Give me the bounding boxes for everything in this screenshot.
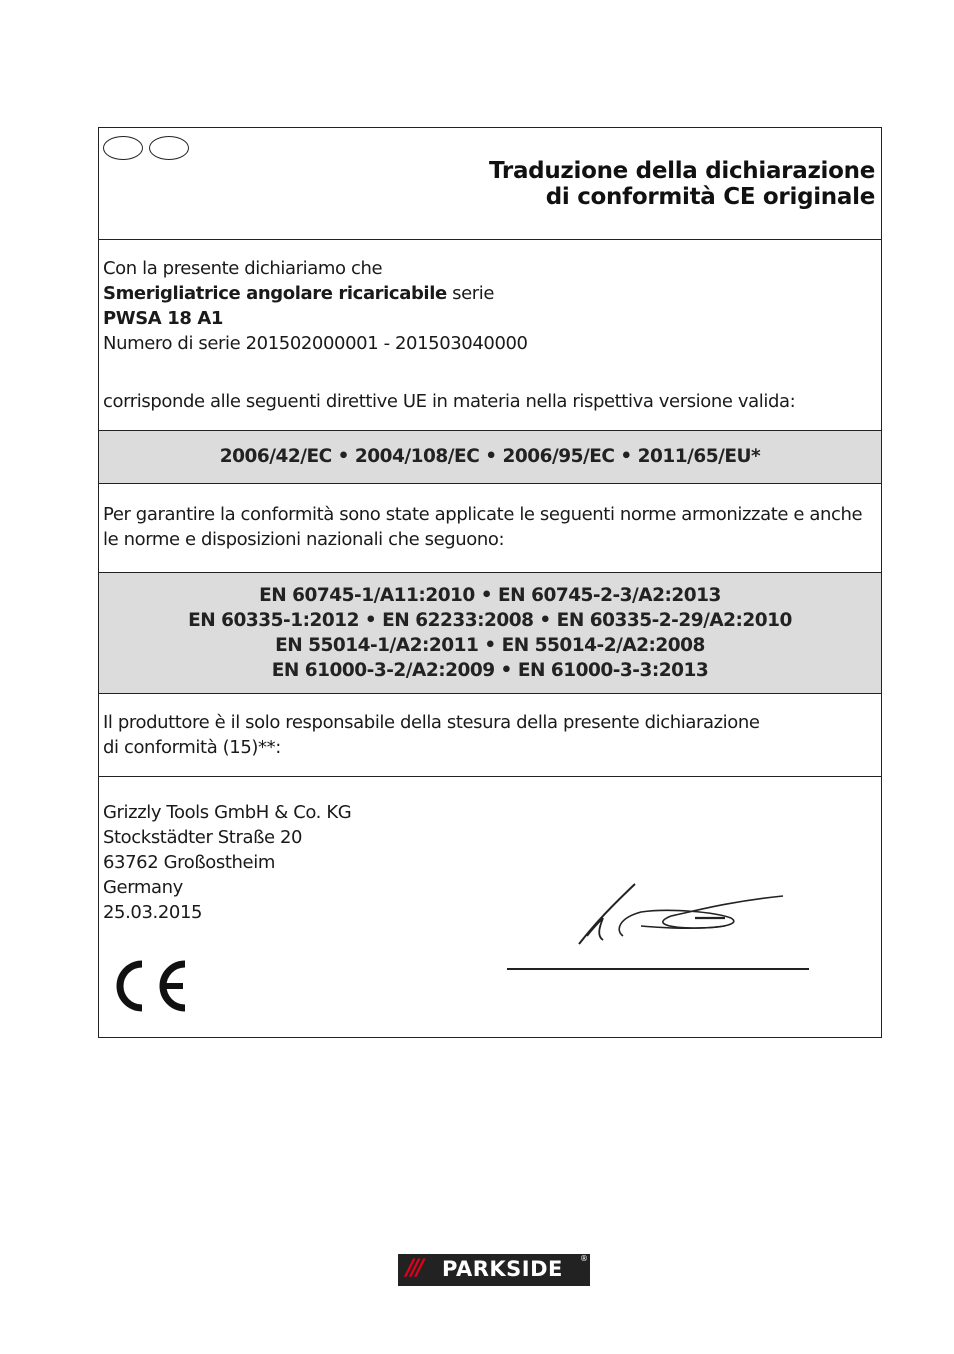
norms-intro-line-1: Per garantire la conformità sono state applicate le seguenti norme armonizzate e anche [103,504,863,525]
directives-list: 2006/42/EC • 2004/108/EC • 2006/95/EC • 2011/65/EU* [219,446,761,467]
norm-line: EN 61000-3-2/A2:2009 • EN 61000-3-3:2013 [271,660,709,681]
signature-icon [575,878,789,948]
responsibility-line-1: Il produttore è il solo responsabile della stesura della presente dichiarazione [103,712,760,733]
product-line [103,281,881,306]
document-title [489,158,875,210]
title-line-2: di conformità CE originale [545,184,875,210]
logo-slashes: /// [406,1256,422,1281]
norms-intro-section [99,502,881,552]
model-number: PWSA 18 A1 [103,308,223,329]
logo-name: PARKSIDE [442,1257,563,1281]
title-line-1: Traduzione della dichiarazione [489,158,875,184]
intro-section [99,256,881,414]
intro-line: Con la presente dichiariamo che [103,258,383,279]
company-name: Grizzly Tools GmbH & Co. KG [103,802,352,823]
norm-line: EN 60745-1/A11:2010 • EN 60745-2-3/A2:2013 [259,585,721,606]
signature-line [507,968,809,970]
language-oval-2 [149,136,189,160]
logo-registered: ® [580,1254,588,1263]
product-name: Smerigliatrice angolare ricaricabile [103,283,447,304]
directives-intro: corrisponde alle seguenti direttive UE in materia nella rispettiva versione valida: [103,391,796,412]
norm-line: EN 55014-1/A2:2011 • EN 55014-2/A2:2008 [275,635,705,656]
responsibility-section [99,710,881,760]
street: Stockstädter Straße 20 [103,827,303,848]
responsibility-line-2: di conformità (15)**: [103,737,281,758]
header-section [99,128,881,240]
language-ovals [103,136,195,164]
country: Germany [103,877,183,898]
ce-mark-icon [109,958,191,1014]
product-suffix: serie [446,283,495,304]
norms-intro-line-2: le norme e disposizioni nazionali che seguono: [103,529,505,550]
norms-band [99,572,881,694]
parkside-logo [398,1254,590,1286]
norm-line: EN 60335-1:2012 • EN 62233:2008 • EN 60335-2-29/A2:2010 [188,610,792,631]
section-divider [99,776,881,777]
serial-number: Numero di serie 201502000001 - 201503040000 [103,333,528,354]
city: 63762 Großostheim [103,852,275,873]
date: 25.03.2015 [103,902,203,923]
directives-band [99,430,881,484]
language-oval-1 [103,136,143,160]
declaration-frame [98,127,882,1038]
